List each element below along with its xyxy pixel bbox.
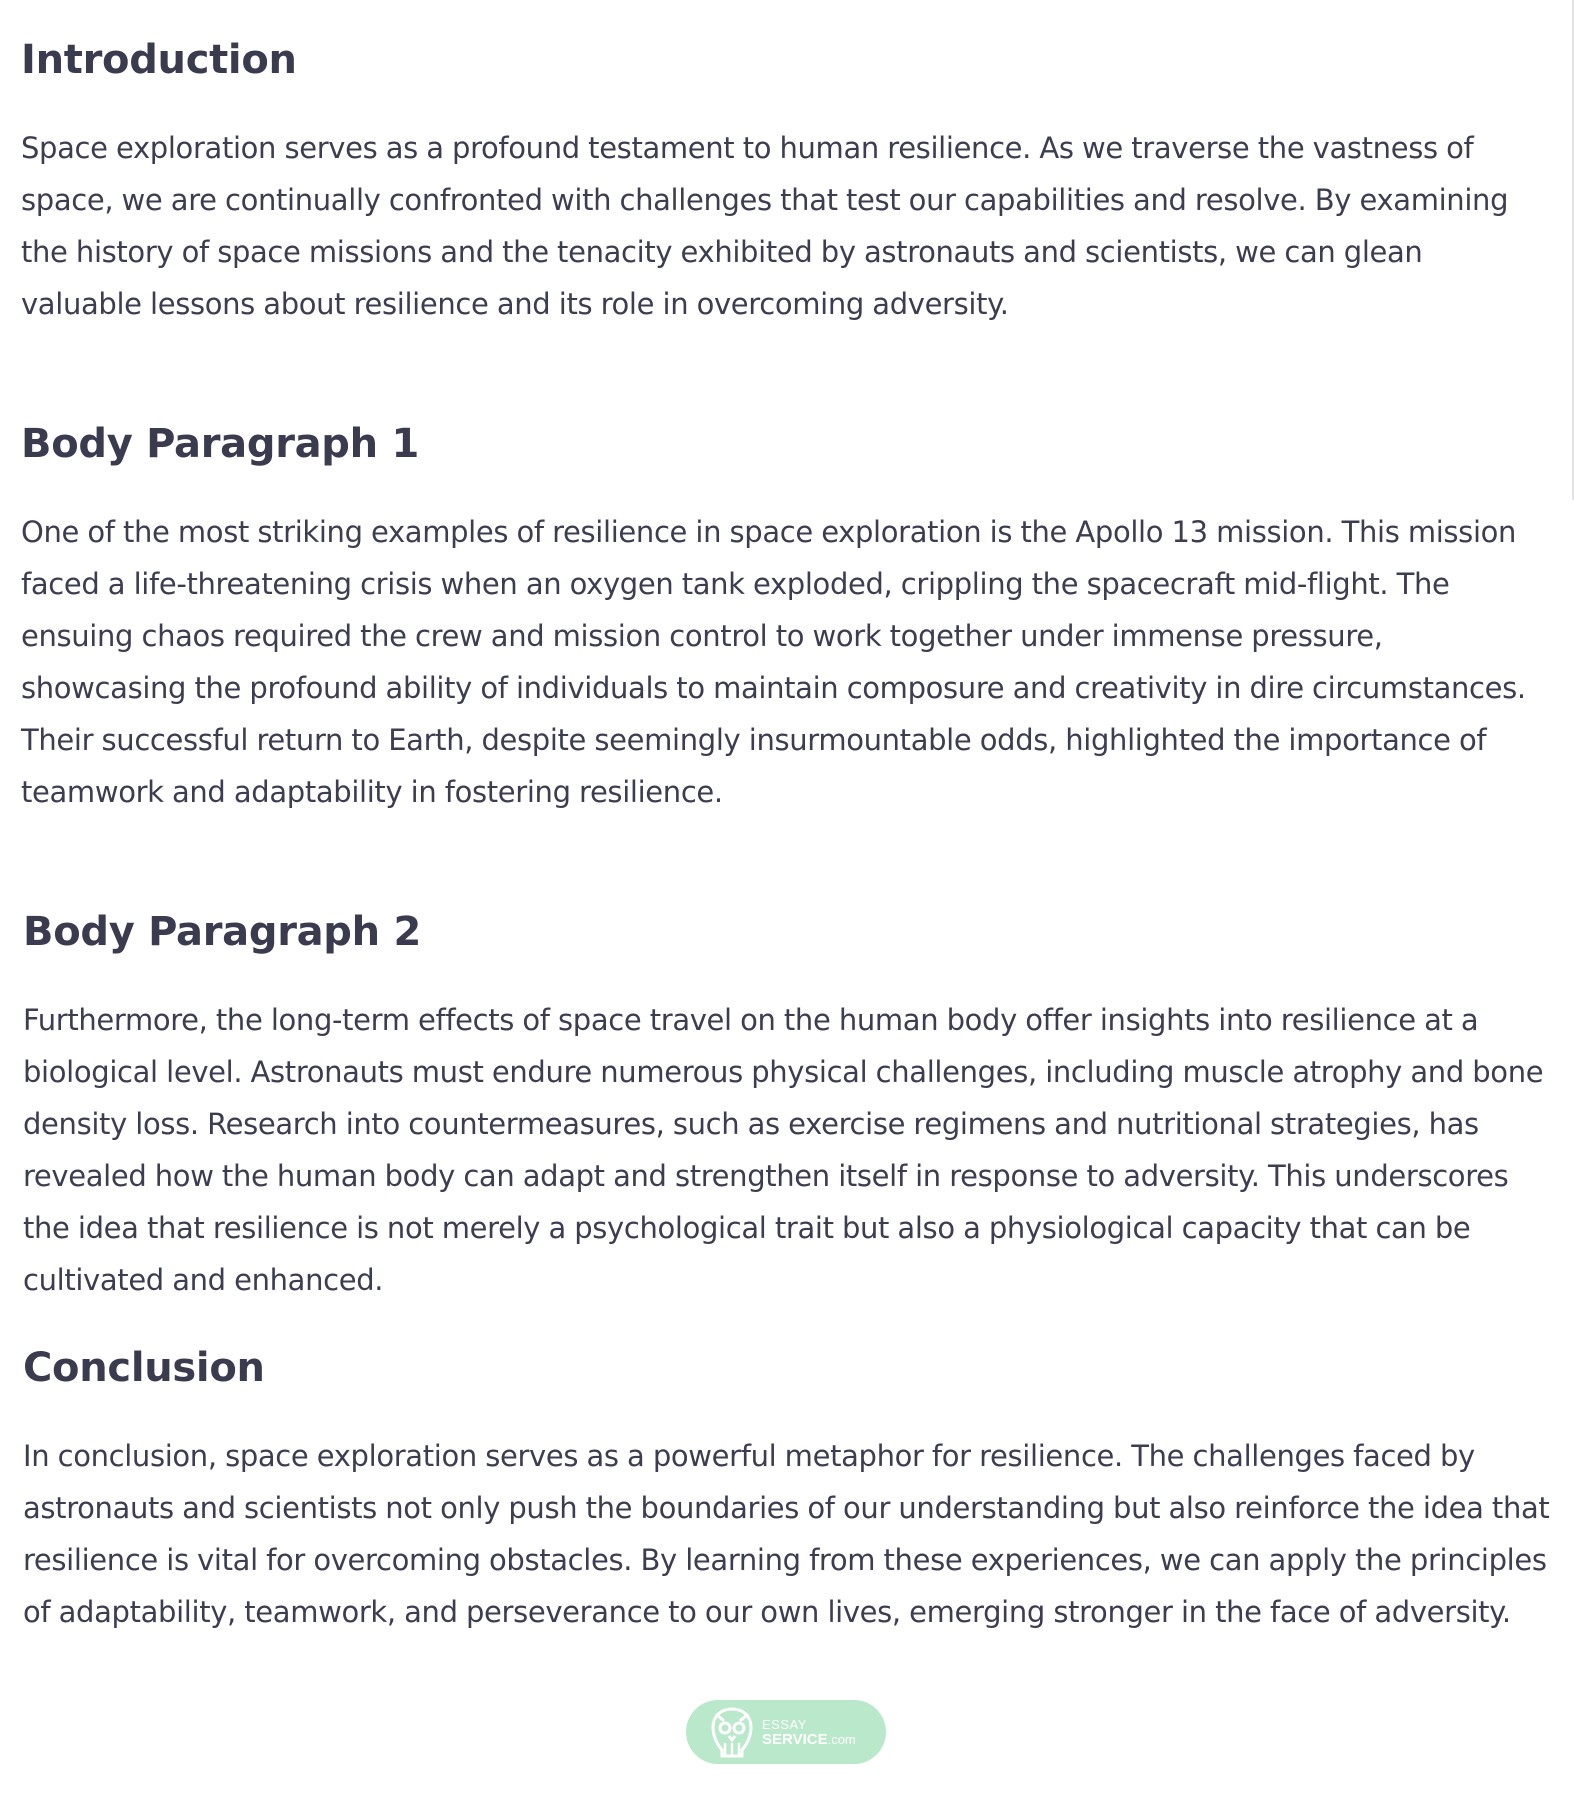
section-heading-body-paragraph-1: Body Paragraph 1	[21, 421, 419, 467]
watermark-line2	[762, 1732, 856, 1747]
section-paragraph-conclusion: In conclusion, space exploration serves as a powerful metaphor for resilience. The challenges faced by astronauts and scientists not only push the boundaries of our understanding but also reinforce the idea that resilience is vital for overcoming obstacles. By learning from these experiences, we can apply the principles of adaptability, teamwork, and perseverance to our own lives, emerging stronger in the face of adversity.	[23, 1439, 1550, 1629]
section-paragraph-introduction: Space exploration serves as a profound testament to human resilience. As we traverse the vastness of space, we are continually confronted with challenges that test our capabilities and resolve. By examining the history of space missions and the tenacity exhibited by astronauts and scientists, we can glean valuable lessons about resilience and its role in overcoming adversity.	[21, 131, 1509, 321]
essay-service-watermark	[686, 1700, 886, 1764]
watermark-suffix: .com	[827, 1732, 856, 1747]
watermark-wordmark	[762, 1717, 856, 1747]
section-heading-introduction: Introduction	[21, 37, 297, 83]
section-heading-body-paragraph-2: Body Paragraph 2	[23, 909, 421, 955]
section-heading-conclusion: Conclusion	[23, 1345, 265, 1391]
watermark-brand: SERVICE	[762, 1731, 828, 1748]
owl-logo-icon	[708, 1706, 756, 1758]
section-paragraph-body-1: One of the most striking examples of resilience in space exploration is the Apollo 13 mission. This mission faced a life-threatening crisis when an oxygen tank exploded, crippling the spacecraft mid-flight. The ensuing chaos required the crew and mission control to work together under immense pressure, showcasing the profound ability of individuals to maintain composure and creativity in dire circumstances. Their successful return to Earth, despite seemingly insurmountable odds, highlighted the importance of teamwork and adaptability in fostering resilience.	[21, 515, 1526, 809]
section-paragraph-body-2: Furthermore, the long-term effects of space travel on the human body offer insights into resilience at a biological level. Astronauts must endure numerous physical challenges, including muscle atrophy and bone density loss. Research into countermeasures, such as exercise regimens and nutritional strategies, has revealed how the human body can adapt and strengthen itself in response to adversity. This underscores the idea that resilience is not merely a psychological trait but also a physiological capacity that can be cultivated and enhanced.	[23, 1003, 1544, 1297]
watermark-line1: ESSAY	[762, 1717, 807, 1732]
